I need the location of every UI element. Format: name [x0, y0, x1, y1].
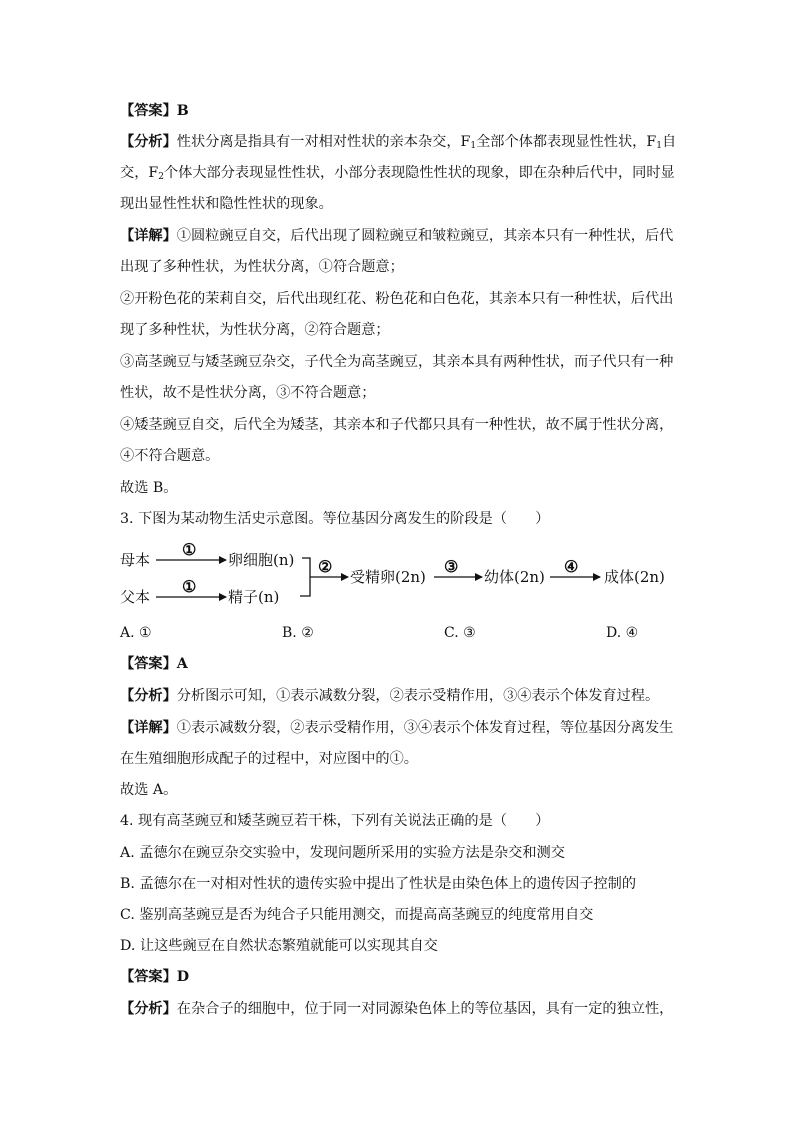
q4-analysis: 【分析】在杂合子的细胞中，位于同一对同源染色体上的等位基因，具有一定的独立性， — [120, 1001, 674, 1017]
mother-label: 母本 — [120, 551, 151, 569]
adult-label: 成体(2n) — [604, 568, 665, 586]
q2-detail-line-7: ④矮茎豌豆自交，后代全为矮茎，其亲本和子代都只具有一种性状，故不属于性状分离， — [120, 417, 674, 433]
juvenile-label: 幼体(2n) — [484, 568, 545, 586]
q3-option-d: D. ④ — [606, 625, 639, 641]
q4-option-a: A. 孟德尔在豌豆杂交实验中，发现问题所采用的实验方法是杂交和测交 — [120, 845, 565, 861]
q3-answer: 【答案】A — [120, 656, 188, 672]
q4-option-c: C. 鉴别高茎豌豆是否为纯合子只能用测交，而提高高茎豌豆的纯度常用自交 — [120, 907, 594, 923]
zygote-label: 受精卵(2n) — [350, 568, 426, 586]
q2-detail-line-3: ②开粉色花的茉莉自交，后代出现红花、粉色花和白色花，其亲本只有一种性状，后代出 — [120, 291, 674, 307]
q2-choose: 故选 B。 — [120, 480, 178, 496]
step-1-label-bottom: ① — [182, 577, 197, 596]
q3-option-c: C. ③ — [444, 625, 476, 641]
life-cycle-diagram — [118, 536, 678, 612]
q2-analysis-line-3: 现出显性性状和隐性性状的现象。 — [120, 196, 333, 212]
q3-analysis: 【分析】分析图示可知，①表示减数分裂，②表示受精作用，③④表示个体发育过程。 — [120, 688, 660, 704]
egg-label: 卵细胞(n) — [228, 551, 295, 569]
q3-option-b: B. ② — [282, 625, 314, 641]
q2-detail-line-2: 出现了多种性状，为性状分离，①符合题意； — [120, 259, 404, 275]
merge-bracket — [300, 558, 310, 596]
step-2-label: ② — [318, 557, 333, 576]
q3-detail-line-2: 在生殖细胞形成配子的过程中，对应图中的①。 — [120, 751, 418, 767]
q2-analysis-line-2: 交，$F_2$个体大部分表现显性性状，小部分表现隐性性状的现象，即在杂种后代中，同时显 — [120, 165, 675, 182]
q4-stem: 4. 现有高茎豌豆和矮茎豌豆若干株，下列有关说法正确的是（ ） — [120, 813, 550, 829]
q2-detail-line-1: 【详解】①圆粒豌豆自交，后代出现了圆粒豌豆和皱粒豌豆，其亲本只有一种性状，后代 — [120, 228, 674, 244]
q4-answer: 【答案】D — [120, 969, 190, 985]
q4-option-d: D. 让这些豌豆在自然状态繁殖就能可以实现其自交 — [120, 938, 438, 954]
q2-detail-line-4: 现了多种性状，为性状分离，②符合题意； — [120, 322, 390, 338]
step-3-label: ③ — [444, 557, 459, 576]
q4-option-b: B. 孟德尔在一对相对性状的遗传实验中提出了性状是由染色体上的遗传因子控制的 — [120, 876, 637, 892]
q3-choose: 故选 A。 — [120, 782, 178, 798]
q3-stem: 3. 下图为某动物生活史示意图。等位基因分离发生的阶段是（ ） — [120, 511, 550, 527]
q3-option-a: A. ① — [120, 625, 152, 641]
q2-detail-line-8: ④不符合题意。 — [120, 448, 220, 464]
sperm-label: 精子(n) — [228, 588, 280, 606]
father-label: 父本 — [120, 588, 151, 606]
step-1-label-top: ① — [182, 540, 197, 559]
q2-detail-line-6: 性状，故不是性状分离，③不符合题意； — [120, 385, 376, 401]
step-4-label: ④ — [564, 557, 579, 576]
q3-detail-line-1: 【详解】①表示减数分裂，②表示受精作用，③④表示个体发育过程，等位基因分离发生 — [120, 720, 674, 736]
q2-answer: 【答案】B — [120, 103, 189, 119]
q2-analysis-line-1: 【分析】性状分离是指具有一对相对性状的亲本杂交，$F_1$全部个体都表现显性性状，$F_1$自 — [120, 134, 677, 151]
q2-detail-line-5: ③高茎豌豆与矮茎豌豆杂交，子代全为高茎豌豆，其亲本具有两种性状，而子代只有一种 — [120, 354, 674, 370]
